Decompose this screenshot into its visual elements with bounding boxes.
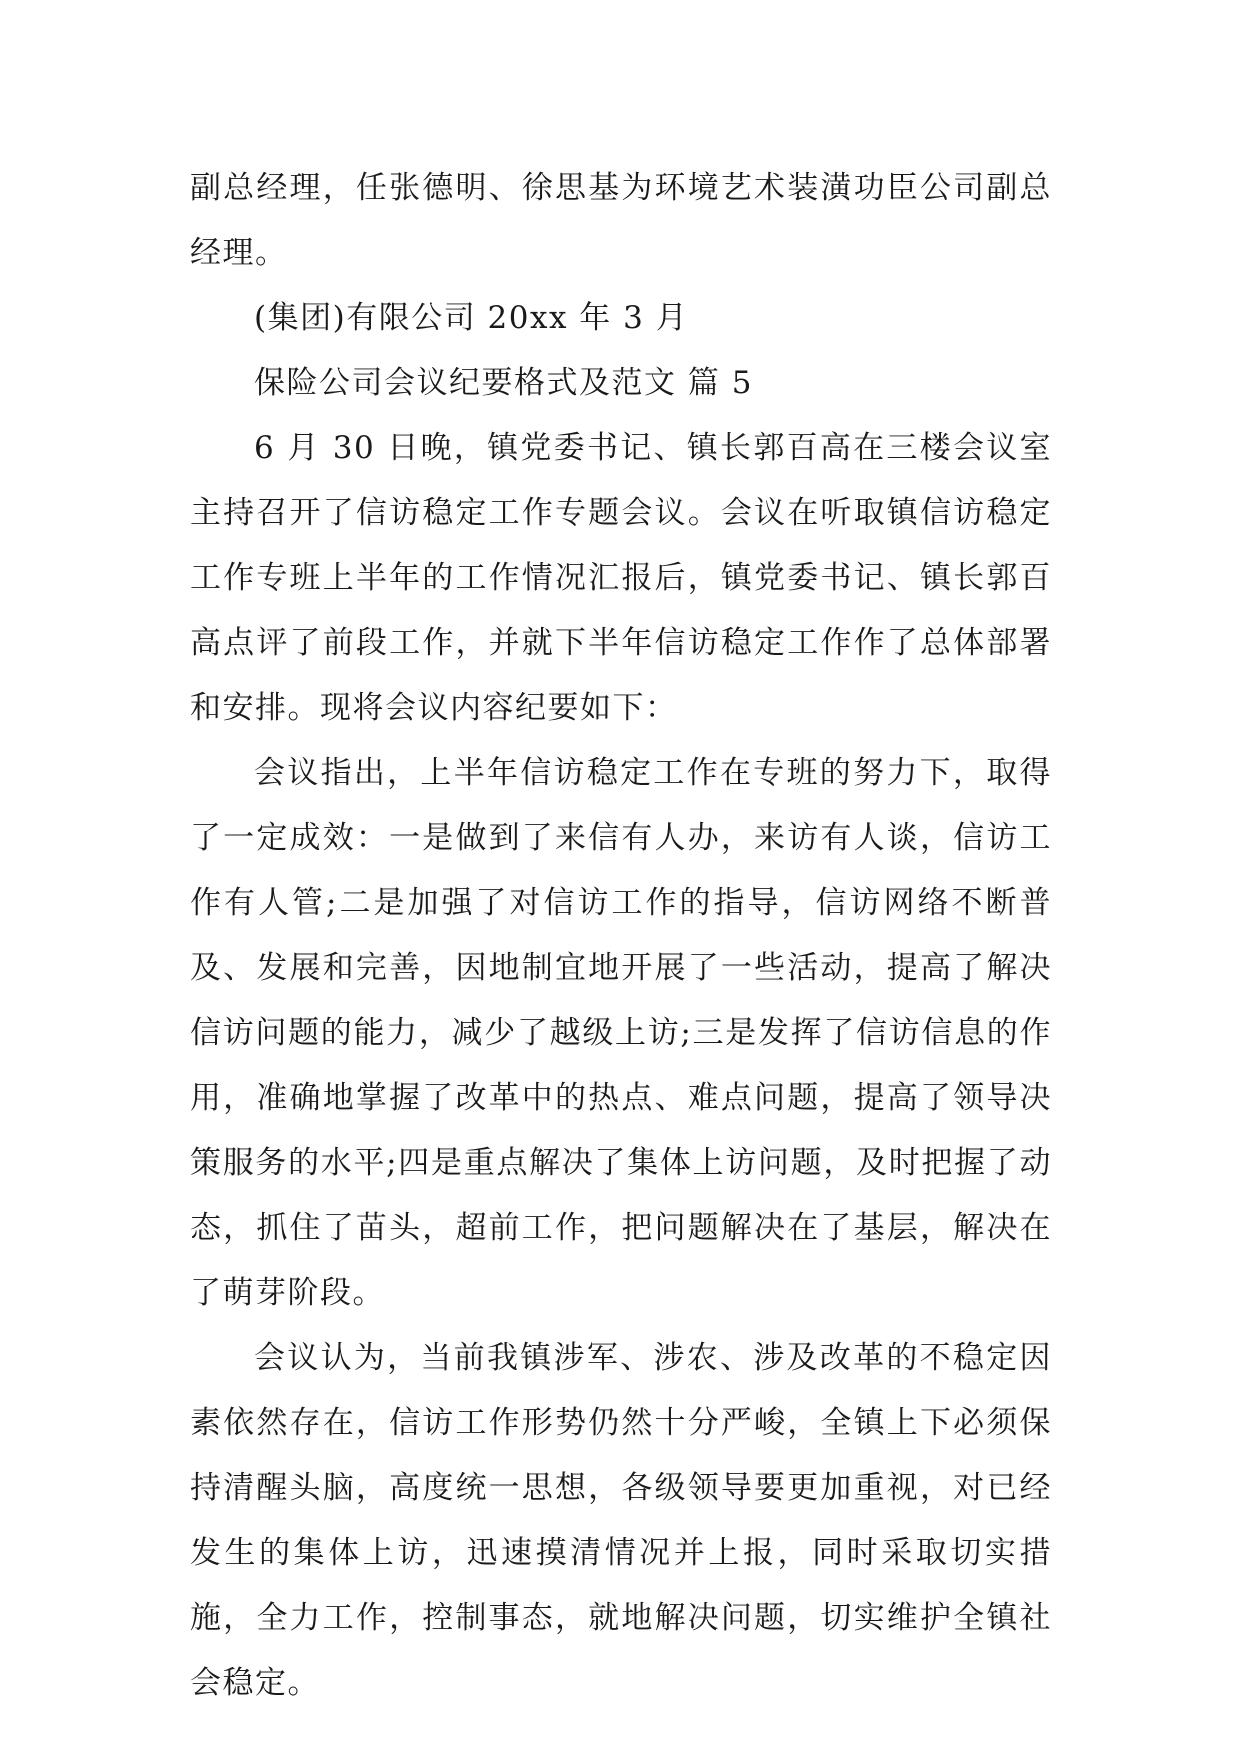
meeting-intro-paragraph: 6 月 30 日晚，镇党委书记、镇长郭百高在三楼会议室主持召开了信访稳定工作专题会议。会议在听取镇信访稳定工作专班上半年的工作情况汇报后，镇党委书记、镇长郭百高点评了前段工作，并就下半年信访稳定工作作了总体部署和安排。现将会议内容纪要如下： — [190, 430, 1052, 726]
section-heading: 保险公司会议纪要格式及范文 篇 5 — [254, 365, 753, 401]
company-date-line: (集团)有限公司 20xx 年 3 月 — [254, 300, 689, 336]
meeting-assessment-paragraph: 会议认为，当前我镇涉军、涉农、涉及改革的不稳定因素依然存在，信访工作形势仍然十分严峻，全镇上下必须保持清醒头脑，高度统一思想，各级领导要更加重视，对已经发生的集体上访，迅速摸清情况并上报，同时采取切实措施，全力工作，控制事态，就地解决问题，切实维护全镇社会稳定。 — [190, 1340, 1052, 1701]
meeting-findings-paragraph: 会议指出，上半年信访稳定工作在专班的努力下，取得了一定成效：一是做到了来信有人办，来访有人谈，信访工作有人管;二是加强了对信访工作的指导，信访网络不断普及、发展和完善，因地制宜地开展了一些活动，提高了解决信访问题的能力，减少了越级上访;三是发挥了信访信息的作用，准确地掌握了改革中的热点、难点问题，提高了领导决策服务的水平;四是重点解决了集体上访问题，及时把握了动态，抓住了苗头，超前工作，把问题解决在了基层，解决在了萌芽阶段。 — [190, 755, 1052, 1311]
continued-paragraph: 副总经理，任张德明、徐思基为环境艺术装潢功臣公司副总经理。 — [190, 170, 1052, 271]
document-body — [190, 156, 1052, 1716]
